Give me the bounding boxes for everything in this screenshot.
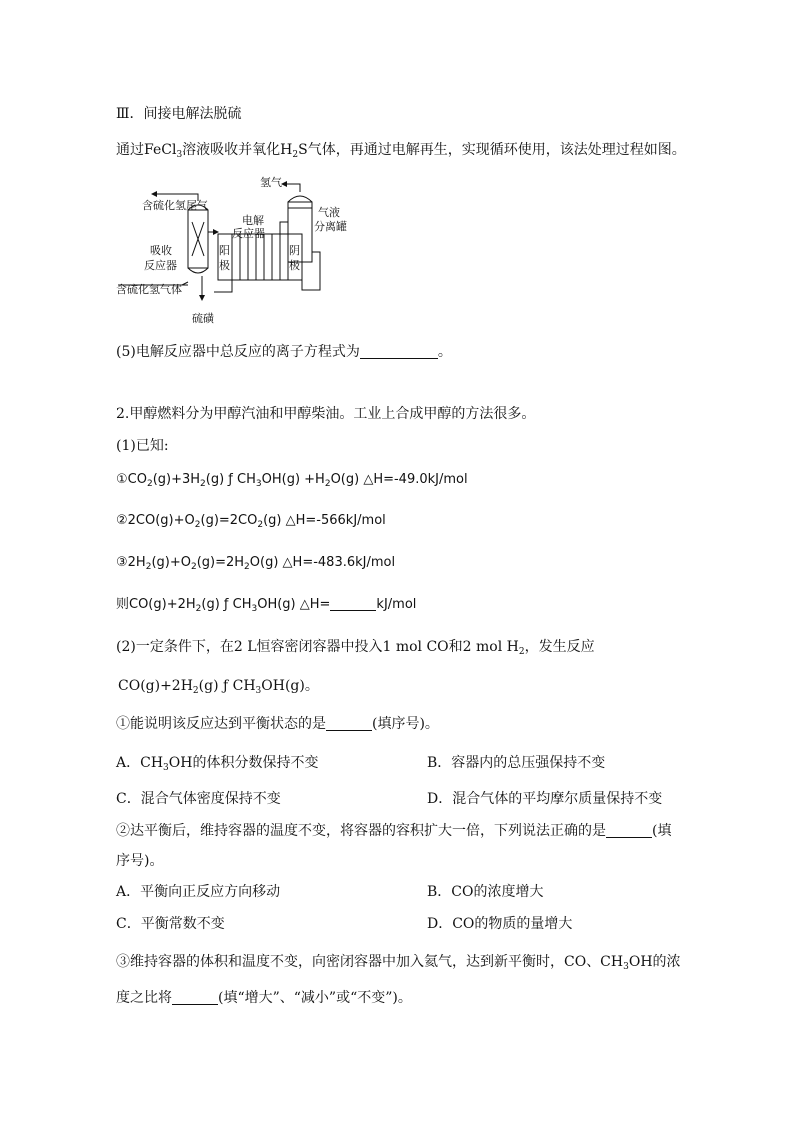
eq-part: (g)+O (151, 555, 191, 570)
subquestion-1 (116, 714, 439, 734)
h2s-formula: H (280, 142, 293, 158)
subscript: 2 (194, 520, 201, 530)
subscript: 3 (255, 686, 262, 696)
question-text: ，发生反应 (524, 639, 595, 655)
answer-blank[interactable] (360, 344, 438, 359)
process-diagram (110, 172, 370, 330)
question-text: 。 (437, 344, 452, 360)
subscript: 2 (145, 562, 152, 572)
label-absorb: 吸收 (150, 244, 172, 257)
option-d[interactable]: D．混合气体的平均摩尔质量保持不变 (427, 791, 663, 807)
question-text: (5)电解反应器中总反应的离子方程式为 (116, 344, 360, 360)
anode-box (218, 234, 232, 280)
label-absorb-reactor: 反应器 (144, 259, 177, 272)
eq-part: OH(g) +H (261, 472, 325, 487)
eq-part: ②2CO(g)+O (116, 513, 195, 528)
option-2b[interactable]: B．CO的浓度增大 (427, 884, 544, 900)
subscript: 2 (190, 562, 197, 572)
equation-1 (116, 470, 468, 494)
separator-link (280, 222, 288, 234)
question-5 (116, 342, 452, 362)
options-row-2 (116, 789, 676, 809)
intro-text: 通过 (116, 142, 144, 158)
answer-blank[interactable] (326, 716, 372, 731)
eq-part: CO(g)+2H (118, 678, 193, 694)
subscript: 2 (244, 562, 250, 572)
h2s-formula: S (298, 142, 308, 158)
intro-text: 溶液吸收并氧化 (182, 142, 281, 158)
absorber-bottom (188, 268, 208, 273)
answer-blank[interactable] (172, 990, 218, 1005)
option-a[interactable] (116, 755, 318, 771)
part-2-intro (116, 637, 595, 662)
eq-part: (g) ƒ CH (198, 678, 256, 694)
question-2-title: 2.甲醇燃料分为甲醇汽油和甲醇柴油。工业上合成甲醇的方法很多。 (116, 406, 536, 422)
part-1-label: (1)已知: (116, 438, 169, 454)
question-text: ②达平衡后，维持容器的温度不变，将容器的容积扩大一倍，下列说法正确的是 (116, 823, 606, 839)
eq-part: (g) ƒ CH (205, 472, 256, 487)
label-feed-gas: 含硫化氢气体 (116, 283, 182, 296)
subquestion-2-cont: 序号)。 (116, 853, 164, 869)
option-2c[interactable]: C．平衡常数不变 (116, 916, 225, 932)
label-cathode-2: 极 (289, 259, 300, 272)
intro-text: 气体，再通过电解再生，实现循环使用，该法处理过程如图。 (307, 142, 686, 158)
subscript: 3 (176, 150, 183, 160)
question-text: ①能说明该反应达到平衡状态的是 (116, 716, 326, 732)
options-row-4 (116, 914, 676, 934)
question-text: OH的浓 (628, 954, 681, 970)
label-tail-gas: 含硫化氢尾气 (142, 199, 208, 212)
options-row-1 (116, 753, 676, 778)
options-row-3 (116, 882, 676, 902)
subscript: 2 (292, 150, 299, 160)
section-heading: Ⅲ．间接电解法脱硫 (116, 106, 242, 122)
eq-part: O(g) △H=-483.6kJ/mol (249, 555, 396, 570)
cathode-return (302, 252, 320, 290)
subscript: 2 (257, 520, 264, 530)
hydrogen-arrow (282, 184, 300, 192)
subquestion-3 (116, 952, 681, 977)
subscript: 2 (324, 479, 331, 489)
equation-2 (116, 511, 386, 535)
eq-part: (g) ƒ CH (201, 597, 252, 612)
label-anode-1: 阳 (219, 244, 230, 257)
option-c[interactable]: C．混合气体密度保持不变 (116, 791, 281, 807)
subscript: 3 (163, 763, 169, 773)
subquestion-3-cont (116, 988, 412, 1008)
answer-blank[interactable] (330, 596, 376, 611)
question-text: (2)一定条件下，在2 L恒容密闭容器中投入1 mol CO和2 mol H (116, 639, 519, 655)
subquestion-2 (116, 821, 671, 841)
option-b[interactable]: B．容器内的总压强保持不变 (427, 755, 606, 771)
option-text: A．CH (116, 755, 164, 771)
eq-part: OH(g) △H= (257, 597, 331, 612)
subscript: 3 (623, 962, 629, 972)
eq-part: (g)+3H (152, 472, 201, 487)
question-text: (填序号)。 (372, 716, 439, 732)
question-text: 度之比将 (116, 990, 172, 1006)
eq-part: ③2H (116, 555, 146, 570)
label-sulfur: 硫磺 (192, 312, 214, 325)
label-electrolysis: 电解 (242, 214, 264, 227)
eq-part: ①CO (116, 472, 147, 487)
separator-top (288, 196, 312, 202)
subscript: 3 (255, 479, 262, 489)
part-2-equation (118, 676, 319, 701)
fecl-formula: FeCl (144, 142, 177, 158)
eq-part: O(g) △H=-49.0kJ/mol (330, 472, 468, 487)
label-cathode-1: 阴 (289, 244, 300, 257)
absorber-cross (192, 222, 204, 256)
eq-part: kJ/mol (376, 597, 417, 612)
eq-part: (g) △H=-566kJ/mol (263, 513, 386, 528)
question-text: (填“增大”、“减小”或“不变”)。 (218, 990, 412, 1006)
eq-part: (g)=2CO (200, 513, 258, 528)
option-2d[interactable]: D．CO的物质的量增大 (427, 916, 573, 932)
equation-4 (116, 595, 416, 619)
subscript: 2 (200, 479, 206, 489)
cathode-box (288, 234, 302, 280)
subscript: 3 (251, 604, 258, 614)
subscript: 2 (146, 479, 153, 489)
electrode-plates (240, 234, 280, 280)
subscript: 2 (192, 686, 199, 696)
eq-part: OH(g)。 (261, 678, 319, 694)
eq-part: 则CO(g)+2H (116, 597, 196, 612)
label-reactor: 反应器 (232, 227, 265, 240)
label-separator: 分离罐 (314, 220, 347, 233)
label-anode-2: 极 (219, 259, 230, 272)
question-text: (填 (652, 823, 672, 839)
subscript: 2 (195, 604, 202, 614)
question-text: ③维持容器的体积和温度不变，向密闭容器中加入氦气，达到新平衡时，CO、CH (116, 954, 624, 970)
equation-3 (116, 553, 395, 577)
intro-paragraph (116, 140, 686, 165)
option-text: OH的体积分数保持不变 (168, 755, 319, 771)
subscript: 2 (518, 647, 525, 657)
return-line (214, 280, 232, 292)
option-2a[interactable]: A．平衡向正反应方向移动 (116, 884, 281, 900)
label-gas-liquid: 气液 (318, 206, 340, 219)
answer-blank[interactable] (606, 823, 652, 838)
label-hydrogen: 氢气 (260, 176, 282, 189)
eq-part: (g)=2H (196, 555, 245, 570)
